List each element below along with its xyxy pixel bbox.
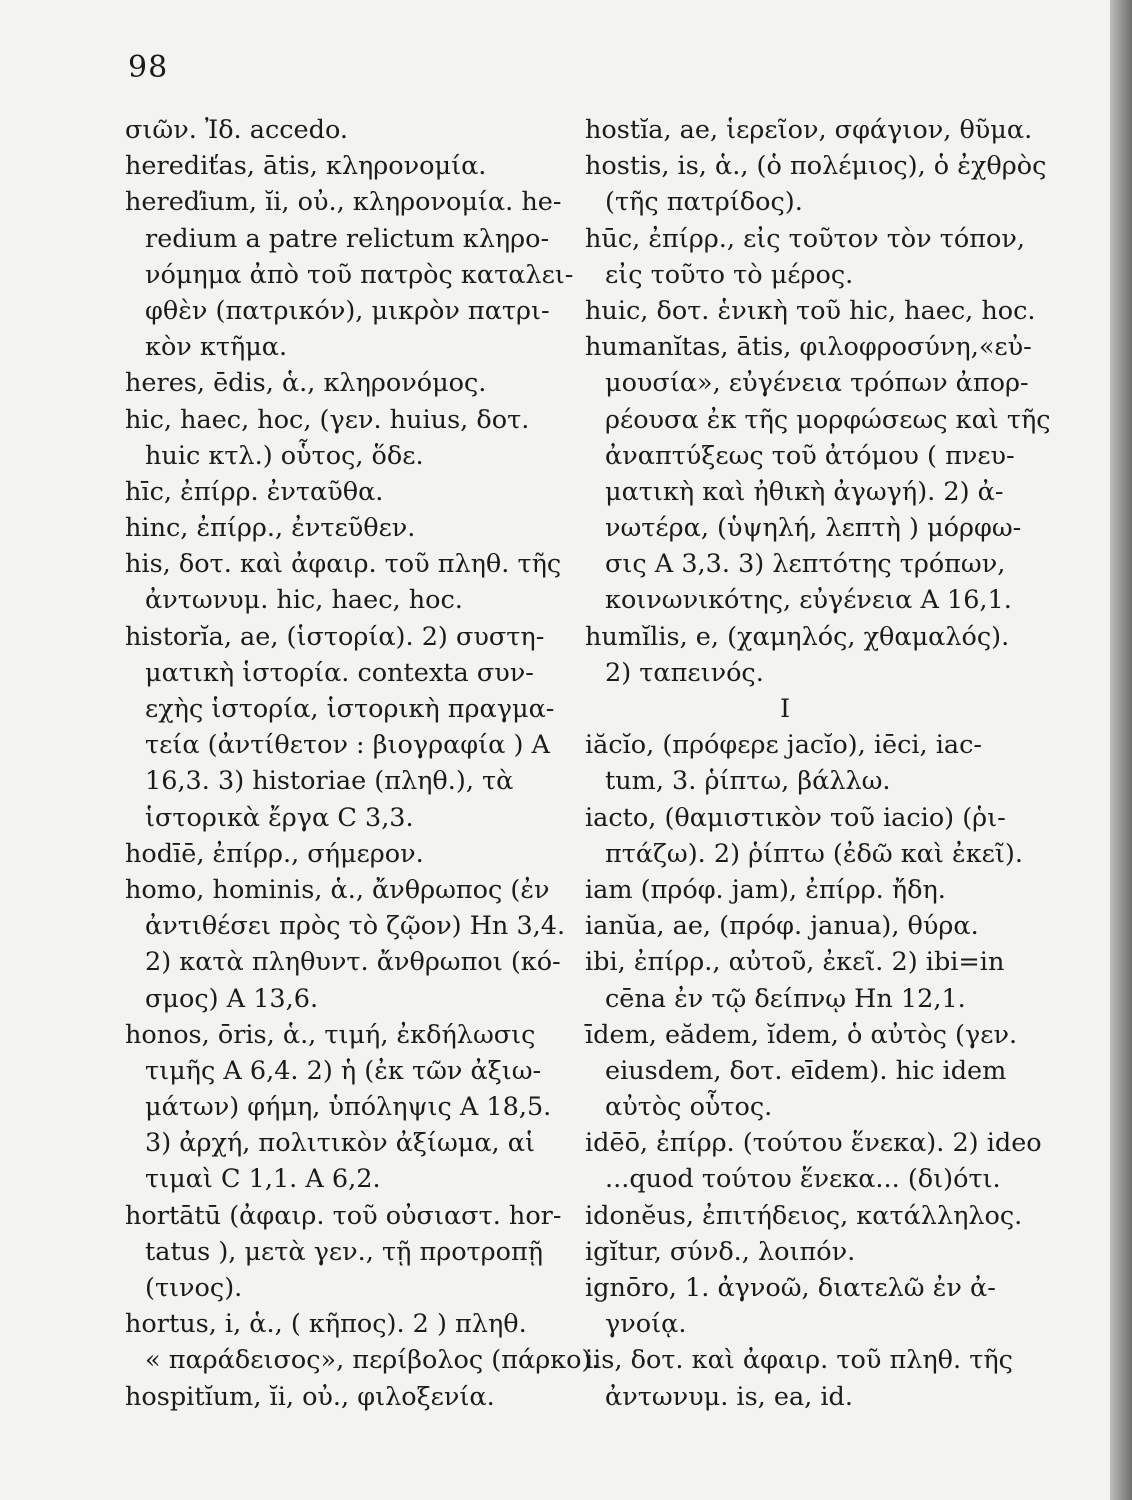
entry-line: (τῆς πατρίδος).	[605, 187, 803, 218]
entry-line: σιῶν. Ἰδ. accedo.	[125, 115, 348, 145]
entry-line: αὐτὸς οὗτος.	[605, 1092, 773, 1123]
entry-line: νωτέρα, (ὑψηλή, λεπτὴ ) μόρφω-	[605, 513, 1022, 544]
entry-line: τεία (ἀντίθετον : βιογραφία ) A	[145, 730, 550, 761]
entry-line: ἀναπτύξεως τοῦ ἀτόμου ( πνευ-	[605, 440, 1015, 471]
entry-line: hodīē, ἐπίρρ., σήμερον.	[125, 838, 424, 869]
entry-line: tatus ), μετὰ γεν., τῇ προτροπῇ	[145, 1236, 544, 1267]
entry-line: honos, ōris, ἁ., τιμή, ἐκδήλωσις	[125, 1019, 536, 1050]
entry-line: σμος) A 13,6.	[145, 983, 319, 1014]
entry-line: εἰς τοῦτο τὸ μέρος.	[605, 259, 854, 290]
entry-line: hostĭa, ae, ἱερεῖον, σφάγιον, θῦμα.	[585, 115, 1033, 145]
entry-line: hic, haec, hoc, (γεν. huius, δοτ.	[125, 404, 530, 435]
entry-line: homo, hominis, ἁ., ἄνθρωπος (ἐν	[125, 874, 550, 905]
entry-line: tum, 3. ῥίπτω, βάλλω.	[605, 766, 891, 797]
entry-line: ρέουσα ἐκ τῆς μορφώσεως καὶ τῆς	[605, 404, 1051, 435]
entry-line: iam (πρόφ. jam), ἐπίρρ. ἤδη.	[585, 874, 946, 905]
entry-line: μουσία», εὐγένεια τρόπων ἀπορ-	[605, 368, 1029, 399]
entry-line: humĭlis, e, (χαμηλός, χθαμαλός).	[585, 621, 1010, 652]
entry-line: ματικὴ καὶ ἠθικὴ ἀγωγή). 2) ἀ-	[605, 476, 1004, 507]
entry-line: iăcĭo, (πρόφερε jacĭo), iēci, iac-	[585, 730, 982, 761]
entry-line: σις A 3,3. 3) λεπτότης τρόπων,	[605, 549, 1006, 580]
entry-line: hostis, is, ἁ., (ὁ πολέμιος), ὁ ἐχθρὸς	[585, 151, 1047, 182]
entry-line: historĭa, ae, (ἱστορία). 2) συστη-	[125, 621, 545, 652]
page-number: 98	[128, 50, 169, 85]
entry-line: īdem, eădem, ĭdem, ὁ αὐτὸς (γεν.	[585, 1019, 1018, 1050]
entry-line: πτάζω). 2) ῥίπτω (ἐδῶ καὶ ἐκεῖ).	[605, 838, 1023, 869]
entry-line: redium a patre relictum κληρο-	[145, 223, 550, 254]
entry-line: iis, δοτ. καὶ ἀφαιρ. τοῦ πληθ. τῆς	[585, 1345, 1013, 1376]
entry-line: cēna ἐν τῷ δείπνῳ Hn 12,1.	[605, 983, 966, 1014]
section-letter: I	[779, 694, 791, 724]
entry-line: idonĕus, ἐπιτήδειος, κατάλληλος.	[585, 1200, 1023, 1231]
entry-line: heres, ēdis, ἁ., κληρονόμος.	[125, 368, 487, 399]
entry-line: 3) ἀρχή, πολιτικὸν ἀξίωμα, αἱ	[145, 1128, 535, 1159]
entry-line: hūc, ἐπίρρ., εἰς τοῦτον τὸν τόπον,	[585, 223, 1025, 254]
entry-line: ianŭa, ae, (πρόφ. janua), θύρα.	[585, 911, 979, 942]
entry-line: κοινωνικότης, εὐγένεια A 16,1.	[605, 585, 1012, 616]
entry-line: ματικὴ ἱστορία. contexta συν-	[145, 657, 534, 688]
entry-line: hospitĭum, ĭi, οὐ., φιλοξενία.	[125, 1381, 495, 1412]
entry-line: 2) ταπεινός.	[605, 657, 764, 688]
entry-line: hereďium, ĭi, οὐ., κληρονομία. he-	[125, 187, 562, 218]
entry-line: νόμημα ἀπὸ τοῦ πατρὸς καταλει-	[145, 259, 574, 290]
entry-line: herediťas, ātis, κληρονομία.	[125, 151, 487, 182]
entry-line: huic, δοτ. ἑνικὴ τοῦ hic, haec, hoc.	[585, 295, 1036, 326]
entry-line: hīc, ἐπίρρ. ἐνταῦθα.	[125, 476, 384, 507]
entry-line: idēō, ἐπίρρ. (τούτου ἕνεκα). 2) ideo	[585, 1128, 1042, 1159]
entry-line: ignōro, 1. ἀγνοῶ, διατελῶ ἐν ἀ-	[585, 1273, 996, 1303]
right-column	[585, 112, 1051, 1415]
entry-line: huic κτλ.) οὗτος, ὅδε.	[145, 440, 424, 471]
entry-line: ibi, ἐπίρρ., αὐτοῦ, ἐκεῖ. 2) ibi=in	[585, 947, 1005, 978]
entry-line: hortātū (ἀφαιρ. τοῦ οὐσιαστ. hor-	[125, 1200, 562, 1231]
entry-line: « παράδεισος», περίβολος (πάρκο).	[145, 1345, 600, 1376]
entry-line: τιμαὶ C 1,1. A 6,2.	[145, 1164, 381, 1195]
entry-line: hinc, ἐπίρρ., ἐντεῦθεν.	[125, 513, 416, 544]
entry-line: μάτων) φήμη, ὑπόληψις A 18,5.	[145, 1092, 552, 1123]
entry-line: φθὲν (πατρικόν), μικρὸν πατρι-	[145, 295, 550, 326]
entry-line: eiusdem, δοτ. eīdem). hic idem	[605, 1055, 1007, 1086]
entry-line: his, δοτ. καὶ ἀφαιρ. τοῦ πληθ. τῆς	[125, 549, 562, 580]
entry-line: hortus, i, ἁ., ( κῆπος). 2 ) πληθ.	[125, 1309, 527, 1340]
left-column	[125, 112, 600, 1415]
entry-line: κὸν κτῆμα.	[145, 332, 288, 363]
entry-line: τιμῆς A 6,4. 2) ἡ (ἐκ τῶν ἀξιω-	[145, 1055, 542, 1086]
entry-line: 2) κατὰ πληθυντ. ἄνθρωποι (κό-	[145, 947, 561, 978]
entry-line: igĭtur, σύνδ., λοιπόν.	[585, 1236, 856, 1267]
entry-line: ...quod τούτου ἕνεκα... (δι)ότι.	[605, 1164, 1001, 1195]
entry-line: ἀντιθέσει πρὸς τὸ ζῷον) Hn 3,4.	[145, 911, 566, 942]
entry-line: ἀντωνυμ. is, ea, id.	[605, 1381, 853, 1412]
entry-line: 16,3. 3) historiae (πληθ.), τὰ	[145, 766, 514, 797]
entry-line: iacto, (θαμιστικὸν τοῦ iacio) (ῥι-	[585, 802, 1006, 833]
entry-line: (τινος).	[145, 1273, 243, 1303]
book-spine-shadow	[1110, 0, 1132, 1500]
entry-line: εχὴς ἱστορία, ἱστορικὴ πραγμα-	[145, 694, 555, 724]
entry-line: ἀντωνυμ. hic, haec, hoc.	[145, 585, 463, 616]
entry-line: humanĭtas, ātis, φιλοφροσύνη,«εὐ-	[585, 332, 1032, 363]
entry-line: γνοίᾳ.	[605, 1309, 687, 1340]
entry-line: ἱστορικὰ ἔργα C 3,3.	[145, 802, 414, 833]
